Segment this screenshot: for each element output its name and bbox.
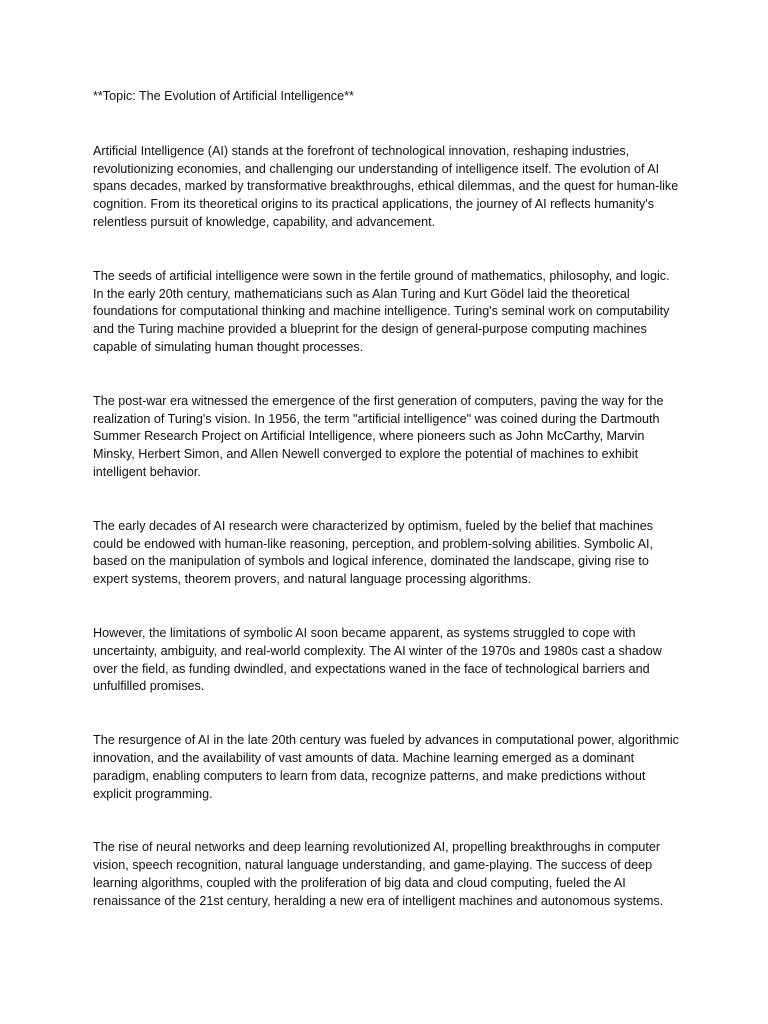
paragraph-post-war: The post-war era witnessed the emergence of the first generation of computers, paving the way for the realization of Turing's vision. In 1956, the term "artificial intelligence" was coined during the Dartmouth Summer Research Project on Artificial Intelligence, where pioneers such as John McCarthy, Marvin Minsky, Herbert Simon, and Allen Newell converged to explore the potential of machines to exhibit intelligent behavior.	[93, 393, 664, 479]
paragraph-intro: Artificial Intelligence (AI) stands at the forefront of technological innovation, reshaping industries, revolutionizing economies, and challenging our understanding of intelligence itself. The evolution of AI spans decades, marked by transformative breakthroughs, ethical dilemmas, and the quest for human-like cognition. From its theoretical origins to its practical applications, the journey of AI reflects humanity's relentless pursuit of knowledge, capability, and advancement.	[93, 143, 679, 229]
document-title: **Topic: The Evolution of Artificial Intelligence**	[93, 89, 354, 103]
paragraph-ai-winter: However, the limitations of symbolic AI soon became apparent, as systems struggled to cope with uncertainty, ambiguity, and real-world complexity. The AI winter of the 1970s and 1980s cast a shadow over the field, as funding dwindled, and expectations waned in the face of technological barriers and unfulfilled promises.	[93, 625, 662, 694]
paragraph-origins: The seeds of artificial intelligence were sown in the fertile ground of mathematics, philosophy, and logic. In the early 20th century, mathematicians such as Alan Turing and Kurt Gödel laid the theoretical foundations for computational thinking and machine intelligence. Turing's seminal work on computability and the Turing machine provided a blueprint for the design of general-purpose computing machines capable of simulating human thought processes.	[93, 268, 670, 354]
paragraph-deep-learning: The rise of neural networks and deep learning revolutionized AI, propelling breakthroughs in computer vision, speech recognition, natural language understanding, and game-playing. The success of deep learning algorithms, coupled with the proliferation of big data and cloud computing, fueled the AI renaissance of the 21st century, heralding a new era of intelligent machines and autonomous systems.	[93, 840, 664, 908]
paragraph-early-decades: The early decades of AI research were characterized by optimism, fueled by the belief that machines could be endowed with human-like reasoning, perception, and problem-solving abilities. Symbolic AI, based on the manipulation of symbols and logical inference, dominated the landscape, giving rise to expert systems, theorem provers, and natural language processing algorithms.	[93, 518, 654, 587]
paragraph-resurgence: The resurgence of AI in the late 20th century was fueled by advances in computational power, algorithmic innovation, and the availability of vast amounts of data. Machine learning emerged as a dominant paradigm, enabling computers to learn from data, recognize patterns, and make predictions without explicit programming.	[93, 733, 679, 801]
document-page	[93, 88, 683, 947]
